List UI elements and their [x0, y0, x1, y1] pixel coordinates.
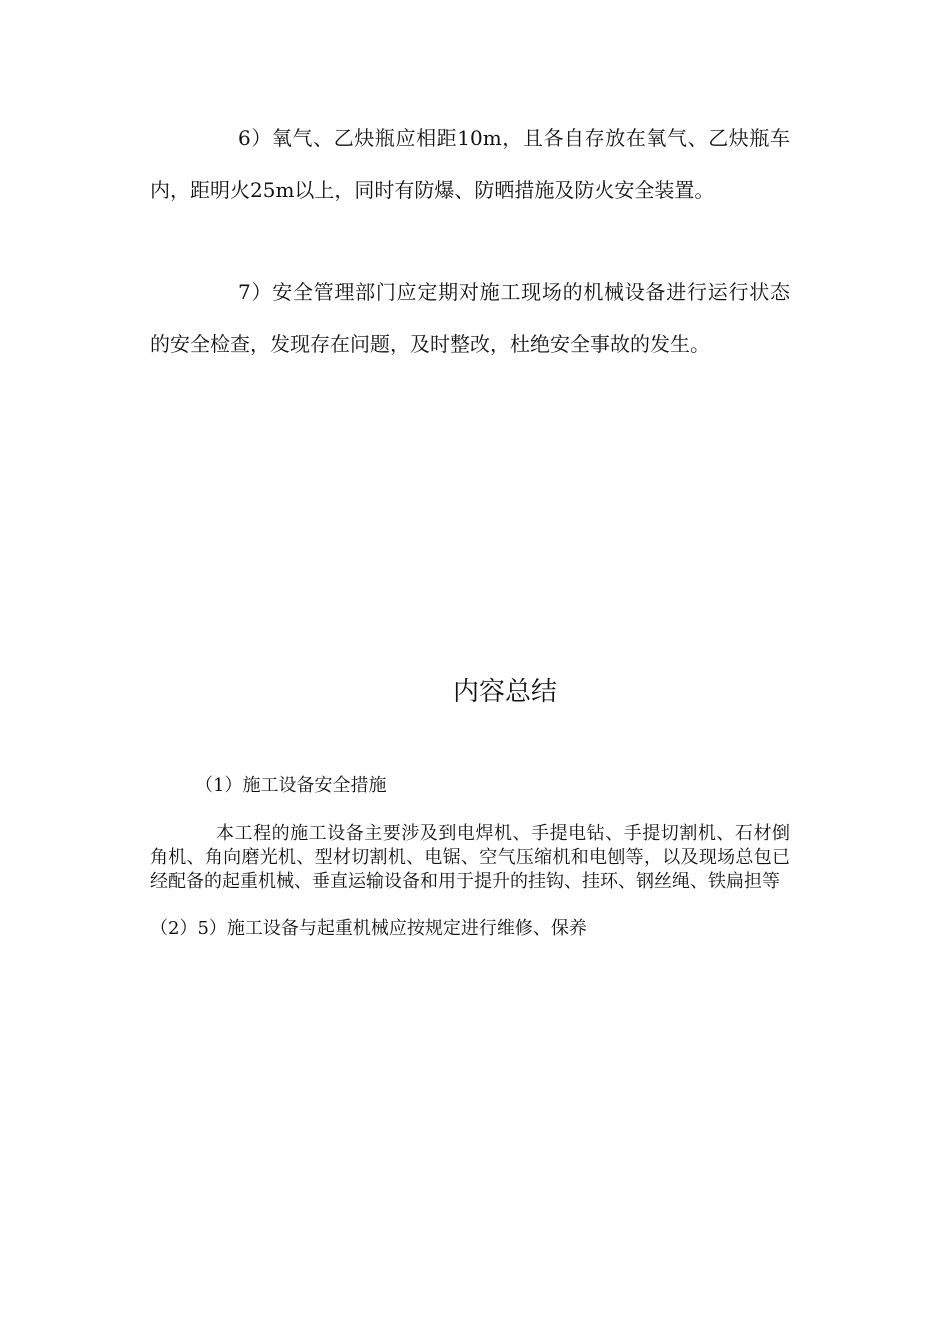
summary-item: （2）5）施工设备与起重机械应按规定进行维修、保养 [150, 918, 587, 939]
body-paragraph-6: 6）氧气、乙炔瓶应相距10m，且各自存放在氧气、乙炔瓶车内，距明火25m以上，同时有防爆、防晒措施及防火安全装置。 [150, 126, 790, 202]
body-paragraph-7: 7）安全管理部门应定期对施工现场的机械设备进行运行状态的安全检查，发现存在问题，及时整改，杜绝安全事故的发生。 [150, 280, 790, 356]
summary-heading: （1）施工设备安全措施 [195, 775, 387, 796]
summary-paragraph: 本工程的施工设备主要涉及到电焊机、手提电钻、手提切割机、石材倒角机、角向磨光机、型材切割机、电锯、空气压缩机和电刨等，以及现场总包已经配备的起重机械、垂直运输设备和用于提升的挂钩、挂环、钢丝绳、铁扁担等 [150, 823, 790, 892]
summary-title: 内容总结 [452, 677, 557, 707]
